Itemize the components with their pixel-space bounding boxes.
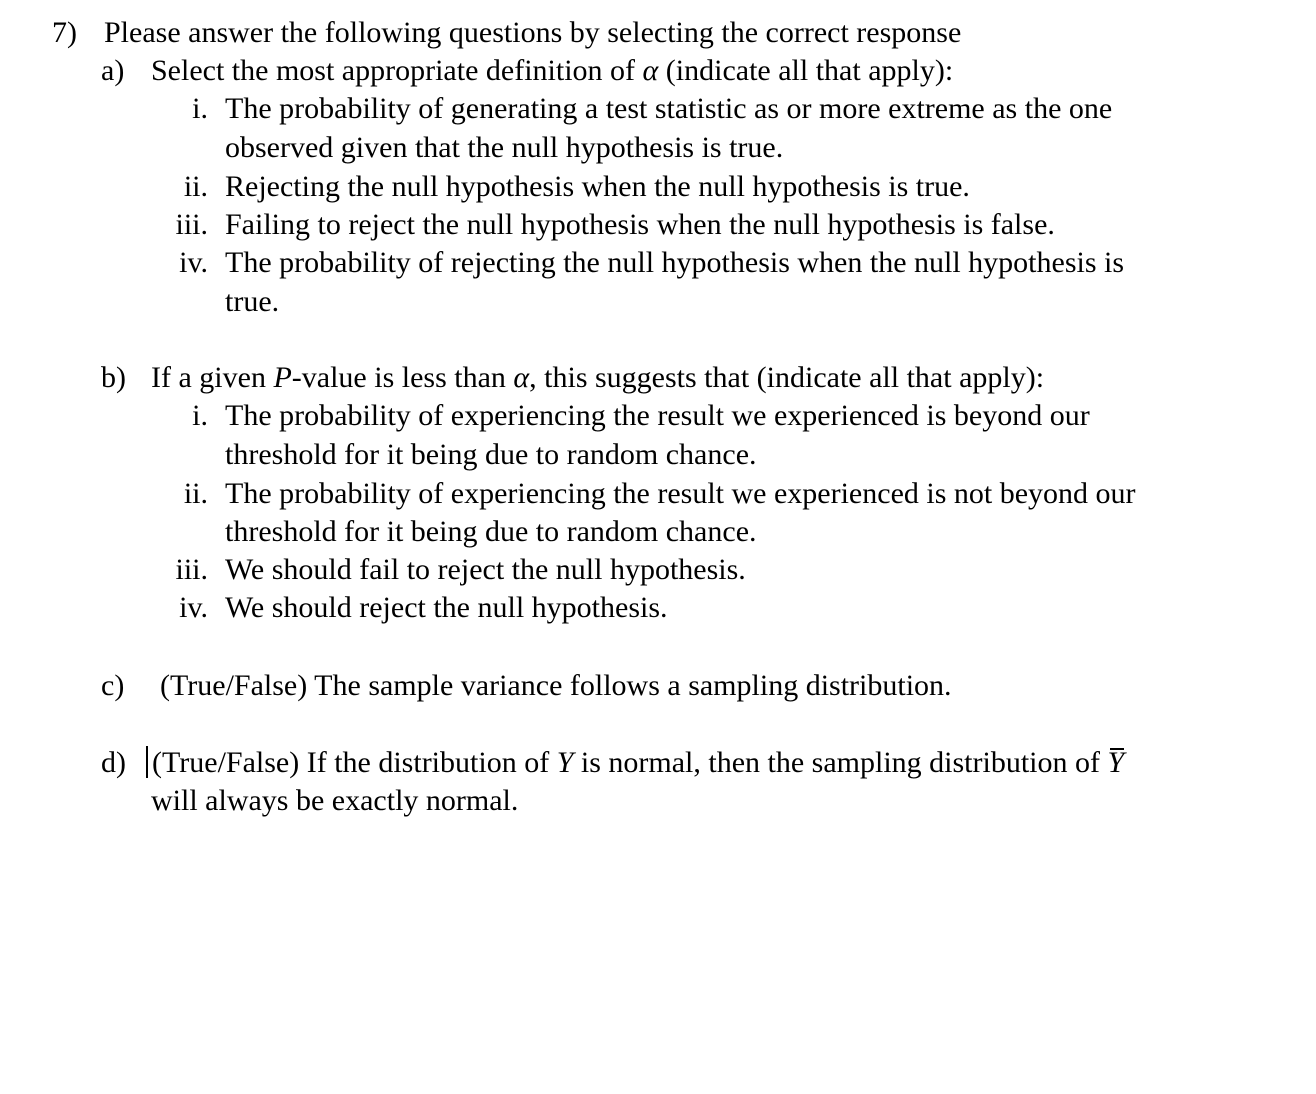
part-d-label: d) [101, 746, 126, 779]
part-b-option-i-cont: threshold for it being due to random chance. [225, 438, 757, 471]
part-a-option-numeral: ii. [183, 170, 208, 203]
question-number: 7) [52, 16, 77, 49]
part-b-option-numeral: i. [192, 399, 208, 432]
p-symbol: P [273, 361, 292, 394]
part-b-option-numeral: iii. [175, 553, 208, 586]
part-a-option-iv[interactable]: The probability of rejecting the null hypothesis when the null hypothesis is [225, 246, 1125, 279]
part-b-option-ii[interactable]: The probability of experiencing the result we experienced is not beyond our [225, 477, 1136, 510]
part-b-option-iv[interactable]: We should reject the null hypothesis. [225, 591, 668, 624]
part-a-option-numeral: i. [192, 92, 208, 125]
question-prompt: Please answer the following questions by selecting the correct response [104, 16, 962, 49]
part-c-statement: (True/False) The sample variance follows a sampling distribution. [160, 669, 952, 702]
part-a-option-iv-cont: true. [225, 285, 280, 318]
part-d-statement: (True/False) If the distribution of Y is normal, then the sampling distribution of Y [146, 744, 1124, 782]
part-a-prompt: Select the most appropriate definition of α (indicate all that apply): [151, 54, 954, 87]
part-a-option-numeral: iv. [179, 246, 208, 279]
part-b-option-numeral: ii. [183, 477, 208, 510]
part-a-option-ii[interactable]: Rejecting the null hypothesis when the null hypothesis is true. [225, 170, 970, 203]
part-d-statement-cont: will always be exactly normal. [151, 784, 519, 817]
part-a-option-numeral: iii. [175, 208, 208, 241]
part-a-label: a) [101, 54, 125, 87]
part-a-option-iii[interactable]: Failing to reject the null hypothesis when the null hypothesis is false. [225, 208, 1055, 241]
text-cursor [146, 746, 148, 778]
y-variable: Y [556, 746, 574, 779]
part-b-label: b) [101, 361, 126, 394]
alpha-symbol: α [513, 361, 530, 394]
alpha-symbol: α [642, 54, 659, 87]
part-c-label: c) [101, 669, 125, 702]
part-b-option-iii[interactable]: We should fail to reject the null hypothesis. [225, 553, 746, 586]
part-b-option-i[interactable]: The probability of experiencing the result we experienced is beyond our [225, 399, 1090, 432]
y-bar-variable: Y [1108, 744, 1125, 782]
part-b-option-ii-cont: threshold for it being due to random chance. [225, 515, 757, 548]
part-b-prompt: If a given P-value is less than α, this suggests that (indicate all that apply): [151, 361, 1045, 394]
part-a-option-i-cont: observed given that the null hypothesis is true. [225, 131, 784, 164]
part-b-option-numeral: iv. [179, 591, 208, 624]
part-a-option-i[interactable]: The probability of generating a test statistic as or more extreme as the one [225, 92, 1113, 125]
